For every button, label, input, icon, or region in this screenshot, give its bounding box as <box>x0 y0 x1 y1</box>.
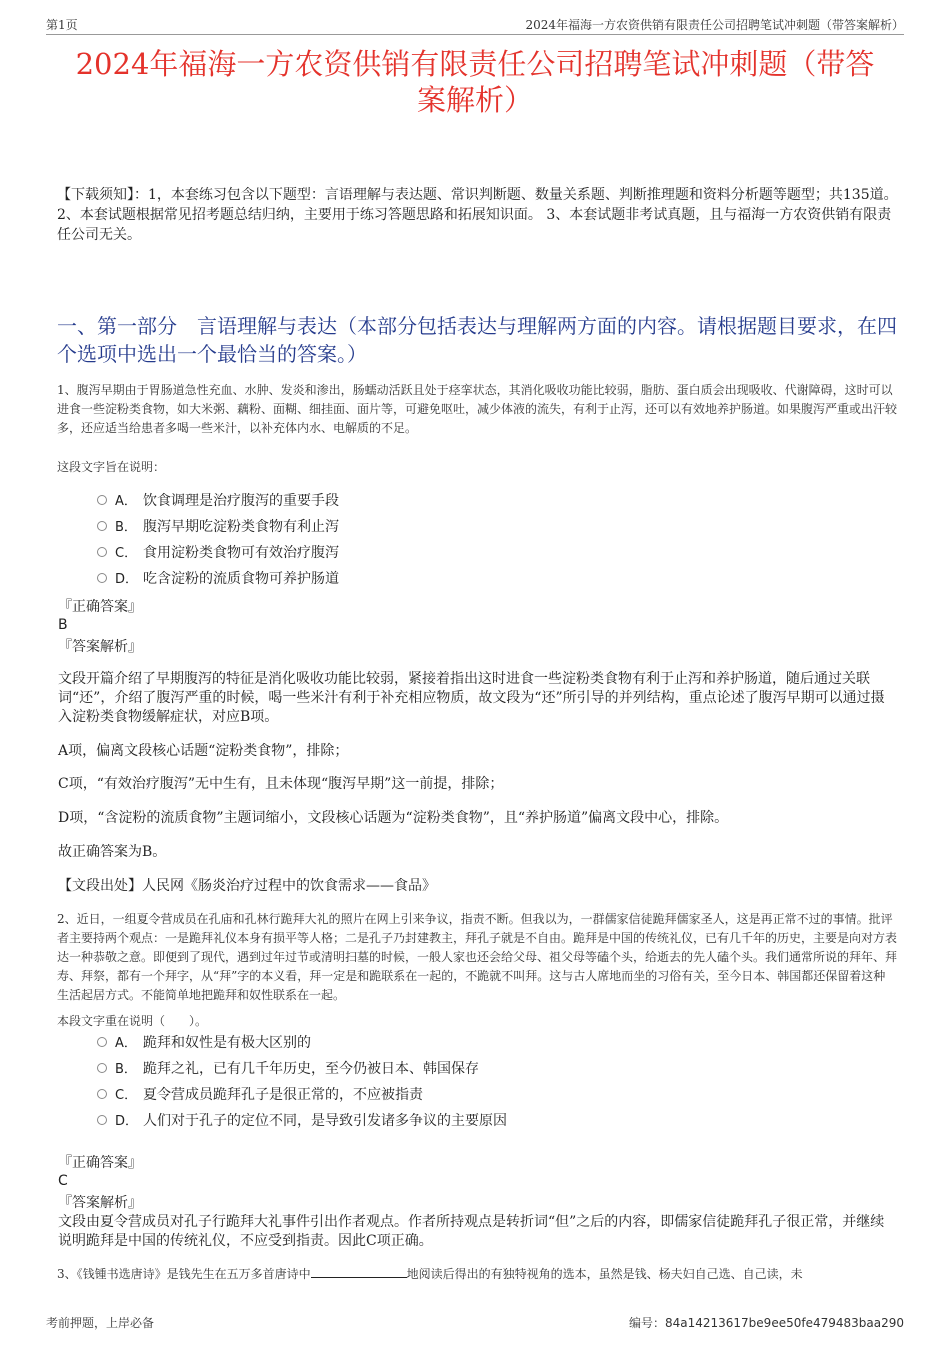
q1-analysis-c: C项，“有效治疗腹泻”无中生有，且未体现“腹泻早期”这一前提，排除； <box>58 776 504 792</box>
q1-prompt: 这段文字旨在说明： <box>57 460 166 474</box>
radio-icon[interactable] <box>97 1089 107 1099</box>
q1-analysis-label: 『答案解析』 <box>58 639 142 655</box>
q1-analysis-main: 文段开篇介绍了早期腹泻的特征是消化吸收功能比较弱，紧接着指出这时进食一些淀粉类食物有利于止泻和养护肠道，随后通过关联词“还”，介绍了腹泻严重的时候，喝一些米汁有利于补充相应物质，故文段为“还”所引导的并列结构，重点论述了腹泻早期可以通过摄入淀粉类食物缓解症状，对应B项。 <box>58 671 885 725</box>
q2-option-b[interactable]: B． 跪拜之礼，已有几千年历史，至今仍被日本、韩国保存 <box>97 1060 479 1079</box>
q2-prompt: 本段文字重在说明（ ）。 <box>57 1014 208 1028</box>
radio-icon[interactable] <box>97 1037 107 1047</box>
q1-source: 【文段出处】人民网《肠炎治疗过程中的饮食需求——食品》 <box>58 878 436 894</box>
download-notice: 【下载须知】：1，本套练习包含以下题型：言语理解与表达题、常识判断题、数量关系题、判断推理题和资料分析题等题型；共135道。 2、本套试题根据常见招考题总结归纳，主要用于练习答题思路和拓展知识面。 3、本套试题非考试真题，且与福海一方农资供销有限责任公司无关。 <box>57 187 898 243</box>
q2-option-d[interactable]: D． 人们对于孔子的定位不同，是导致引发诸多争议的主要原因 <box>97 1112 507 1131</box>
document-title-line-1: 2024年福海一方农资供销有限责任公司招聘笔试冲刺题（带答 <box>75 47 875 81</box>
q1-analysis-d: D项，“含淀粉的流质食物”主题词缩小，文段核心话题为“淀粉类食物”，且“养护肠道”偏离文段中心，排除。 <box>58 810 729 826</box>
radio-icon[interactable] <box>97 521 107 531</box>
q3-stem: 3、《钱锺书选唐诗》是钱先生在五万多首唐诗中 地阅读后得出的有独特视角的选本，虽然是钱、杨夫妇自己选、自己读，未 <box>57 1267 803 1281</box>
q2-analysis: 文段由夏令营成员对孔子行跪拜大礼事件引出作者观点。作者所持观点是转折词“但”之后的内容，即儒家信徒跪拜孔子很正常，并继续说明跪拜是中国的传统礼仪，不应受到指责。因此C项正确。 <box>58 1214 885 1249</box>
q1-analysis-a: A项，偏离文段核心话题“淀粉类食物”，排除； <box>58 743 349 759</box>
section-heading: 一、第一部分 言语理解与表达（本部分包括表达与理解两方面的内容。请根据题目要求，在四个选项中选出一个最恰当的答案。） <box>57 314 897 366</box>
radio-icon[interactable] <box>97 1063 107 1073</box>
q1-option-b[interactable]: B． 腹泻早期吃淀粉类食物有利止泻 <box>97 518 339 537</box>
q2-option-c[interactable]: C． 夏令营成员跪拜孔子是很正常的，不应被指责 <box>97 1086 423 1105</box>
fill-in-blank <box>311 1266 407 1278</box>
document-title <box>40 46 910 118</box>
footer-slogan: 考前押题，上岸必备 <box>46 1316 155 1330</box>
q1-answer: B <box>58 617 68 633</box>
q2-answer-label: 『正确答案』 <box>58 1155 142 1171</box>
footer-code: 编号：84a14213617be9ee50fe479483baa290 <box>628 1316 904 1330</box>
document-title-line-2: 案解析） <box>416 83 533 117</box>
radio-icon[interactable] <box>97 573 107 583</box>
q1-option-d[interactable]: D． 吃含淀粉的流质食物可养护肠道 <box>97 570 339 589</box>
q2-stem: 2、近日，一组夏令营成员在孔庙和孔林行跪拜大礼的照片在网上引来争议，指责不断。但我以为，一群儒家信徒跪拜儒家圣人，这是再正常不过的事情。批评者主要持两个观点：一是跪拜礼仪本身有损平等人格；二是孔子乃封建教主，拜孔子就是不自由。跪拜是中国的传统礼仪，已有几千年的历史，主要是向对方表达一种恭敬之意。即便到了现代，遇到过年过节或清明扫墓的时候，一般人家也还会给父母、祖父母等磕个头，给逝去的先人磕个头。我们通常所说的拜年、拜寿、拜祭，都有一个拜字，从“拜”字的本义看，拜一定是和跪联系在一起的，不跪就不叫拜。这与古人席地而坐的习俗有关，至今日本、韩国都还保留着这种生活起居方式。不能简单地把跪拜和奴性联系在一起。 <box>57 912 898 1002</box>
q2-analysis-label: 『答案解析』 <box>58 1195 142 1211</box>
q1-conclusion: 故正确答案为B。 <box>58 844 167 860</box>
header-divider <box>46 34 904 35</box>
radio-icon[interactable] <box>97 1115 107 1125</box>
q1-option-a[interactable]: A． 饮食调理是治疗腹泻的重要手段 <box>97 492 339 511</box>
q1-stem: 1、腹泻早期由于胃肠道急性充血、水肿、发炎和渗出，肠蠕动活跃且处于痉挛状态，其消化吸收功能比较弱，脂肪、蛋白质会出现吸收、代谢障碍，这时可以进食一些淀粉类食物，如大米粥、藕粉、面糊、细挂面、面片等，可避免呕吐，减少体液的流失，有利于止泻，还可以有效地养护肠道。如果腹泻严重或出汗较多，还应适当给患者多喝一些米汁，以补充体内水、电解质的不足。 <box>57 383 898 435</box>
q2-option-a[interactable]: A． 跪拜和奴性是有极大区别的 <box>97 1034 311 1053</box>
page-number: 第1页 <box>46 18 78 32</box>
q1-option-c[interactable]: C． 食用淀粉类食物可有效治疗腹泻 <box>97 544 339 563</box>
q1-answer-label: 『正确答案』 <box>58 599 142 615</box>
q2-answer: C <box>58 1173 68 1189</box>
radio-icon[interactable] <box>97 495 107 505</box>
radio-icon[interactable] <box>97 547 107 557</box>
running-title: 2024年福海一方农资供销有限责任公司招聘笔试冲刺题（带答案解析） <box>525 18 904 32</box>
